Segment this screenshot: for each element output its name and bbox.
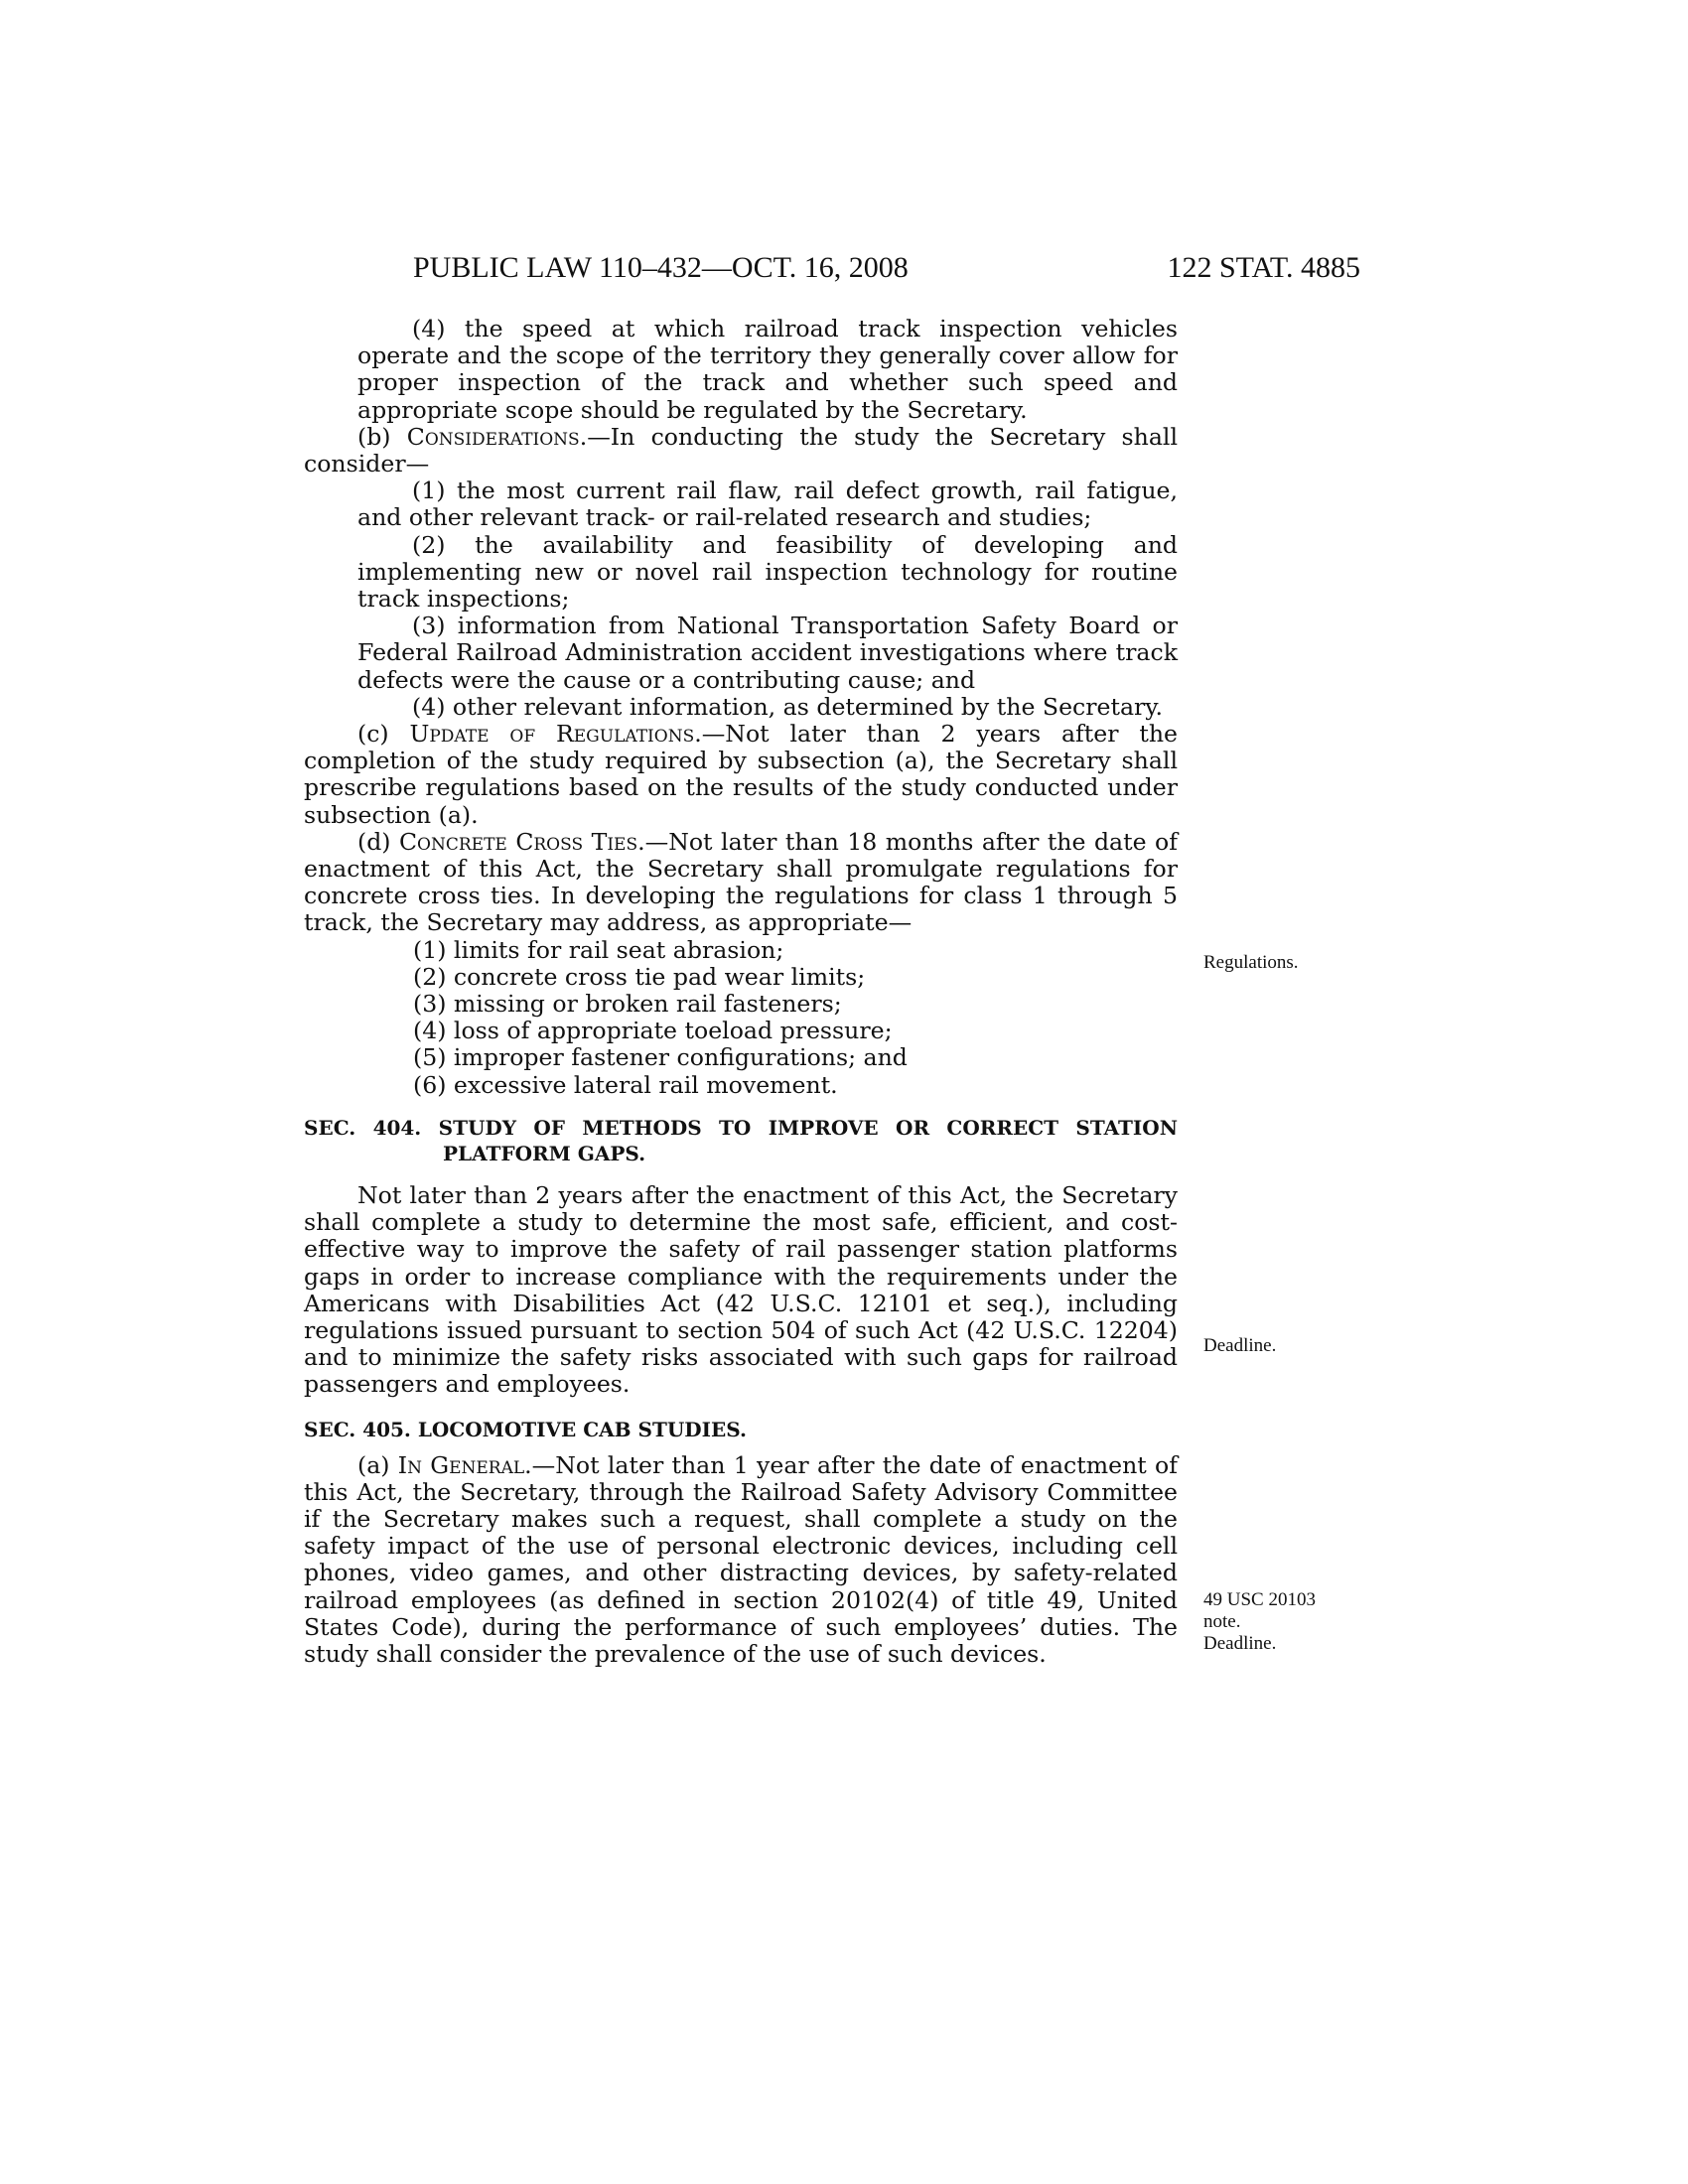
- running-head-title: PUBLIC LAW 110–432—OCT. 16, 2008: [413, 251, 909, 284]
- subsection-c-heading: Update of Regulations: [409, 720, 695, 749]
- page-body: [304, 316, 1178, 1668]
- margin-note-usc-note: note.: [1203, 1611, 1241, 1632]
- subsection-d-heading: Concrete Cross Ties: [399, 827, 638, 856]
- subsection-d: [304, 829, 1178, 937]
- subsection-d-item: (3) missing or broken rail fasteners;: [413, 990, 842, 1019]
- subsection-d-item: (5) improper fastener configurations; and: [413, 1043, 908, 1072]
- margin-note-usc-reference: 49 USC 20103: [1203, 1589, 1316, 1610]
- subsection-c-text: .—Not later than 2 years after the completion of the study required by subsection (a), the Secretary shall prescribe regulations based on the results of the study conducted under subsection (a).: [304, 720, 1178, 829]
- margin-note-deadline: Deadline.: [1203, 1633, 1277, 1654]
- subsection-d-text: .—Not later than 18 months after the date of enactment of this Act, the Secretary shall promulgate regulations for concrete cross ties. In developing the regulations for class 1 through 5 track, the Secretary may address, as appropriate—: [304, 827, 1178, 937]
- section-404-text: Not later than 2 years after the enactment of this Act, the Secretary shall complete a study to determine the most safe, efficient, and cost-effective way to improve the safety of rail passenger station platforms gaps in order to increase compliance with the requirements under the Americans with Disabilities Act (42 U.S.C. 12101 et seq.), including regulations issued pursuant to section 504 of such Act (42 U.S.C. 12204) and to minimize the safety risks associated with such gaps for railroad passengers and employees.: [304, 1180, 1178, 1399]
- subsection-b-item: (2) the availability and feasibility of developing and implementing new or novel rail inspection technology for routine track inspections;: [357, 530, 1178, 614]
- subsection-c: [304, 721, 1178, 829]
- margin-note-regulations: Regulations.: [1203, 952, 1299, 973]
- subsection-d-item: (2) concrete cross tie pad wear limits;: [413, 962, 866, 991]
- section-405-heading: SEC. 405. LOCOMOTIVE CAB STUDIES.: [304, 1417, 747, 1441]
- subsection-b-item: (1) the most current rail flaw, rail defect growth, rail fatigue, and other relevant track- or rail-related research and studies;: [357, 477, 1178, 532]
- page-header: [413, 248, 1360, 288]
- subsection-b: [304, 424, 1178, 478]
- subsection-b-item: (3) information from National Transportation Safety Board or Federal Railroad Administration accident investigations where track defects were the cause or a contributing cause; and: [357, 612, 1178, 694]
- subsection-a-item-4: (4) the speed at which railroad track inspection vehicles operate and the scope of the territory they generally cover allow for proper inspection of the track and whether such speed and appropriate scope should be regulated by the Secretary.: [357, 315, 1178, 424]
- subsection-d-label: (d): [357, 827, 399, 856]
- section-405-a-text: .—Not later than 1 year after the date of enactment of this Act, the Secretary, through the Railroad Safety Advisory Committee if the Secretary makes such a request, shall complete a study on the safety impact of the use of personal electronic devices, including cell phones, video games, and other distracting devices, by safety-related railroad employees (as defined in section 20102(4) of title 49, United States Code), during the performance of such employees’ duties. The study shall consider the prevalence of the use of such devices.: [304, 1450, 1178, 1668]
- subsection-c-label: (c): [357, 720, 410, 749]
- section-405-subsection-a: [304, 1452, 1178, 1669]
- subsection-d-item: (1) limits for rail seat abrasion;: [413, 935, 784, 964]
- subsection-b-heading: Considerations: [406, 422, 580, 451]
- section-404-heading: SEC. 404. STUDY OF METHODS TO IMPROVE OR CORRECT STATION PLATFORM GAPS.: [304, 1115, 1178, 1165]
- section-405-a-label: (a): [357, 1450, 398, 1479]
- subsection-b-text: .—In conducting the study the Secretary shall consider—: [304, 422, 1178, 478]
- subsection-d-item: (6) excessive lateral rail movement.: [413, 1070, 838, 1099]
- subsection-d-item: (4) loss of appropriate toeload pressure;: [413, 1017, 893, 1045]
- subsection-b-label: (b): [357, 422, 407, 451]
- statute-page-number: 122 STAT. 4885: [1167, 251, 1360, 284]
- section-405-a-heading: In General: [397, 1450, 525, 1479]
- subsection-b-item: (4) other relevant information, as determined by the Secretary.: [412, 692, 1164, 721]
- margin-note-deadline: Deadline.: [1203, 1335, 1277, 1356]
